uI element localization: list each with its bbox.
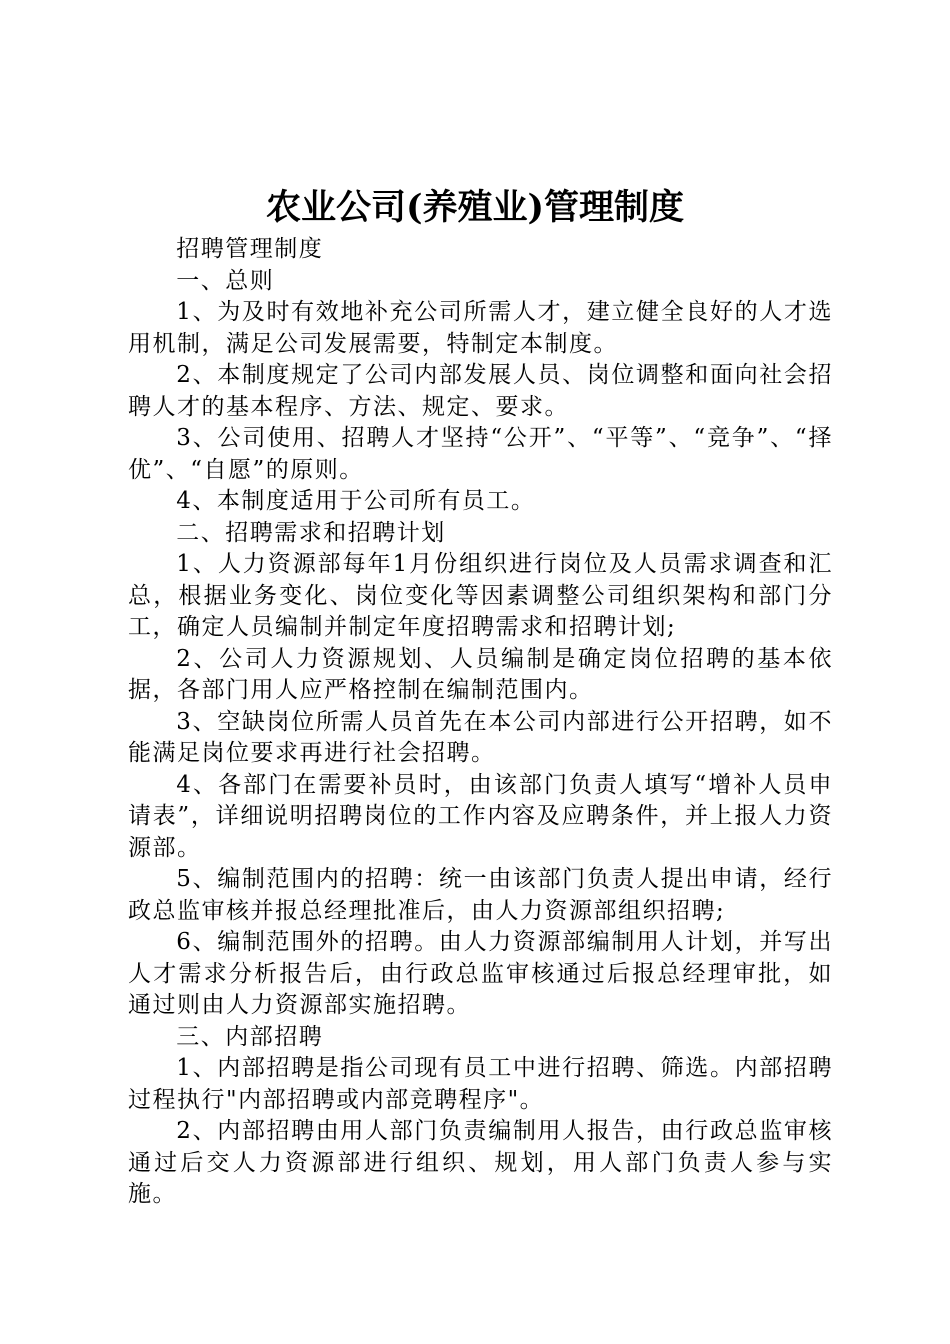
section-heading-general: 一、总则	[176, 267, 275, 294]
document-body	[128, 234, 833, 1211]
section-heading-demand-plan: 二、招聘需求和招聘计划	[176, 519, 446, 546]
paragraph: 1、为及时有效地补充公司所需人才，建立健全良好的人才选用机制，满足公司发展需要，特制定本制度。	[128, 299, 833, 357]
paragraph: 4、本制度适用于公司所有员工。	[176, 488, 536, 514]
section-heading-internal: 三、内部招聘	[176, 1023, 324, 1050]
paragraph: 5、编制范围内的招聘：统一由该部门负责人提出申请，经行政总监审核并报总经理批准后，由人力资源部组织招聘;	[128, 866, 833, 924]
paragraph: 6、编制范围外的招聘。由人力资源部编制用人计划，并写出人才需求分析报告后，由行政总监审核通过后报总经理审批，如通过则由人力资源部实施招聘。	[128, 929, 833, 1018]
paragraph: 3、空缺岗位所需人员首先在本公司内部进行公开招聘，如不能满足岗位要求再进行社会招聘。	[128, 708, 833, 766]
paragraph: 2、本制度规定了公司内部发展人员、岗位调整和面向社会招聘人才的基本程序、方法、规定、要求。	[128, 362, 833, 420]
paragraph: 1、人力资源部每年1月份组织进行岗位及人员需求调查和汇总，根据业务变化、岗位变化等因素调整公司组织架构和部门分工，确定人员编制并制定年度招聘需求和招聘计划;	[128, 551, 833, 640]
document-title: 农业公司(养殖业)管理制度	[265, 187, 685, 228]
paragraph: 2、公司人力资源规划、人员编制是确定岗位招聘的基本依据，各部门用人应严格控制在编制范围内。	[128, 645, 833, 703]
section-heading-recruitment: 招聘管理制度	[176, 236, 324, 262]
paragraph: 3、公司使用、招聘人才坚持“公开”、“平等”、“竞争”、“择优”、“自愿”的原则。	[128, 425, 833, 483]
paragraph: 1、内部招聘是指公司现有员工中进行招聘、筛选。内部招聘过程执行"内部招聘或内部竞聘程序"。	[128, 1055, 833, 1113]
paragraph: 4、各部门在需要补员时，由该部门负责人填写“增补人员申请表”，详细说明招聘岗位的工作内容及应聘条件，并上报人力资源部。	[128, 771, 833, 861]
paragraph: 2、内部招聘由用人部门负责编制用人报告，由行政总监审核通过后交人力资源部进行组织、规划，用人部门负责人参与实施。	[128, 1118, 833, 1207]
